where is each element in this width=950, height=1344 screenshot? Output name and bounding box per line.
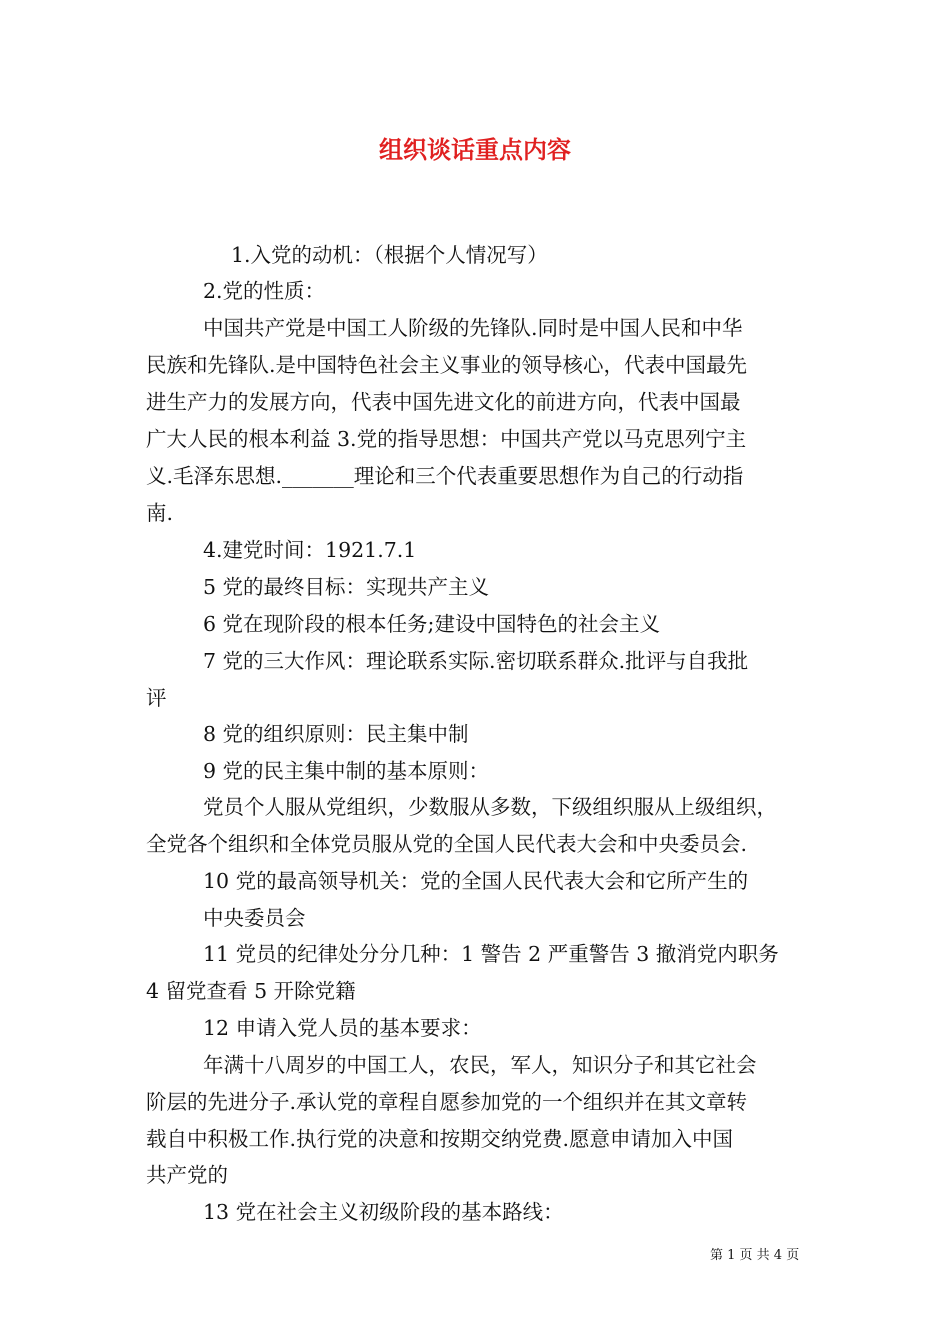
text-line: 6 党在现阶段的根本任务;建设中国特色的社会主义 [203, 612, 660, 636]
text-line: 共产党的 [146, 1163, 228, 1187]
text-line: 10 党的最高领导机关：党的全国人民代表大会和它所产生的 [203, 869, 749, 893]
text-line: 13 党在社会主义初级阶段的基本路线： [203, 1200, 564, 1224]
page-number: 第 1 页 共 4 页 [710, 1248, 800, 1263]
text-line: 2.党的性质： [203, 279, 326, 303]
text-line: 阶层的先进分子.承认党的章程自愿参加党的一个组织并在其文章转 [146, 1090, 748, 1114]
text-line: 8 党的组织原则：民主集中制 [203, 722, 469, 746]
text-line: 中央委员会 [203, 906, 306, 930]
text-line: 评 [146, 686, 167, 710]
text-line: 1.入党的动机：（根据个人情况写） [231, 243, 548, 267]
text-line: 11 党员的纪律处分分几种：1 警告 2 严重警告 3 撤消党内职务 [203, 942, 779, 966]
text-line: 义.毛泽东思想._______理论和三个代表重要思想作为自己的行动指 [146, 464, 744, 488]
text-line: 广大人民的根本利益 3.党的指导思想：中国共产党以马克思列宁主 [146, 427, 747, 451]
text-line: 年满十八周岁的中国工人，农民，军人，知识分子和其它社会 [203, 1053, 757, 1077]
text-line: 民族和先锋队.是中国特色社会主义事业的领导核心，代表中国最先 [146, 353, 748, 377]
text-line: 4.建党时间：1921.7.1 [203, 538, 417, 562]
text-line: 全党各个组织和全体党员服从党的全国人民代表大会和中央委员会. [146, 832, 748, 856]
text-line: 南. [146, 501, 174, 525]
text-line: 4 留党查看 5 开除党籍 [146, 979, 356, 1003]
text-line: 进生产力的发展方向，代表中国先进文化的前进方向，代表中国最 [146, 390, 741, 414]
text-line: 5 党的最终目标：实现共产主义 [203, 575, 490, 599]
text-line: 中国共产党是中国工人阶级的先锋队.同时是中国人民和中华 [203, 316, 743, 340]
document-title: 组织谈话重点内容 [379, 135, 571, 164]
text-line: 载自中积极工作.执行党的决意和按期交纳党费.愿意申请加入中国 [146, 1127, 734, 1151]
text-line: 党员个人服从党组织，少数服从多数，下级组织服从上级组织， [203, 795, 777, 819]
text-line: 9 党的民主集中制的基本原则： [203, 759, 490, 783]
text-line: 7 党的三大作风：理论联系实际.密切联系群众.批评与自我批 [203, 649, 749, 673]
text-line: 12 申请入党人员的基本要求： [203, 1016, 482, 1040]
